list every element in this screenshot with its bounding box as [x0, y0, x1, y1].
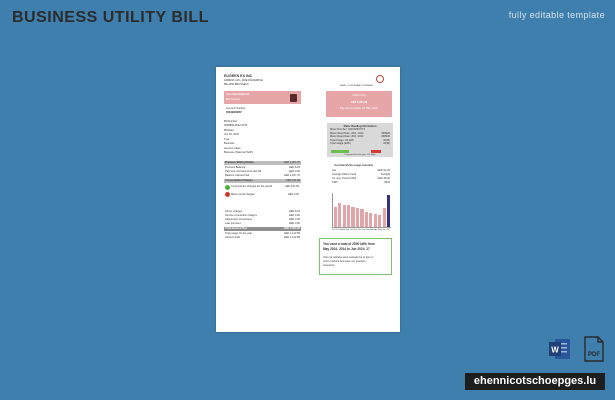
bill-document	[216, 67, 400, 332]
chart-bar	[360, 209, 363, 227]
prev-billing-header	[224, 161, 301, 165]
row-value: AED 22.30	[377, 169, 390, 172]
table-row	[224, 218, 301, 222]
table-row	[332, 177, 390, 181]
meter-reading-box	[327, 123, 393, 157]
account-box	[224, 91, 301, 104]
bill-date-label: Bill Date	[224, 129, 234, 132]
usage-text-1: Visit our website www.example.be to tips on	[323, 256, 374, 259]
table-row	[224, 232, 301, 236]
table-row	[327, 142, 393, 146]
chart-bar	[343, 205, 346, 227]
bill-number: 0098982-0012-0074	[224, 124, 248, 127]
usage-bar-green	[331, 150, 349, 153]
row-label: Previous Balance	[225, 166, 246, 169]
table-row	[224, 166, 301, 170]
row-value: 068900	[381, 135, 390, 138]
row-label: Total Usage: 09 kWh	[330, 138, 354, 142]
table-row	[332, 169, 390, 173]
leaf-icon	[225, 185, 230, 190]
type-value: Business	[224, 142, 235, 145]
total-box-due: Pay this by before Jul 25th, 2024	[340, 107, 378, 110]
logo-caption: HERE YOUR BRAND POWERED	[340, 85, 374, 87]
row-label: Total usage for the year	[225, 231, 253, 235]
table-row	[224, 170, 301, 174]
table-row	[231, 185, 299, 189]
row-value: AED 38.30	[377, 177, 390, 180]
apple-icon	[225, 192, 230, 197]
chart-bar	[374, 214, 377, 227]
row-value: AED 0.00	[288, 218, 300, 221]
home-icon	[290, 94, 297, 102]
brand-logo-icon	[376, 75, 384, 83]
chart-bar	[334, 207, 337, 227]
consumption-title: Consumption Charges	[225, 179, 253, 182]
total-to-pay-box	[326, 91, 392, 117]
account-class-label: Account Class	[224, 147, 241, 150]
prev-billing-amount: AED 1,207.70	[283, 161, 300, 164]
prev-billing-title: Previous Billing Details	[225, 161, 254, 164]
usage-chart	[332, 193, 391, 228]
table-row	[224, 214, 301, 218]
meter-title: Meter Reading Information	[343, 124, 377, 128]
chart-caption: Jul 24 Jul Aug Sep Oct Nov Dec Jan Feb Mar Apr May Jun 24	[332, 229, 389, 231]
word-icon[interactable]	[548, 337, 572, 361]
row-label: Adjustment Corrections	[225, 218, 252, 221]
row-label: Consumption charges for the period	[231, 185, 273, 188]
table-row	[231, 193, 299, 197]
chart-bar	[351, 207, 354, 227]
meter-footer: Compared to last year: 5% High	[344, 153, 376, 156]
row-value: AED 131.84	[285, 185, 299, 188]
company-name: EUGEEN EX INC	[224, 74, 253, 78]
table-row	[224, 236, 301, 240]
page-subtitle: fully editable template	[508, 10, 605, 20]
chart-bar	[383, 208, 386, 227]
page-title: BUSINESS UTILITY BILL	[12, 9, 209, 26]
row-label: KWh	[332, 181, 338, 184]
account-number: 00099823887	[226, 111, 242, 114]
usage-summary-box	[319, 238, 392, 275]
row-label: Total usage (kWh)	[330, 142, 351, 145]
row-label: Jan	[332, 169, 337, 172]
table-row	[332, 173, 390, 177]
row-value: AED 0.00	[287, 193, 299, 196]
row-value: 068920	[381, 131, 390, 135]
consumption-header	[224, 179, 301, 183]
chart-bar	[356, 208, 359, 227]
bill-number-label: Bill Number	[224, 120, 238, 123]
account-number-label: Account Number	[226, 107, 246, 110]
chart-bar	[369, 213, 372, 227]
row-label: Service connection charges	[225, 214, 257, 217]
table-row	[332, 181, 390, 185]
usage-title: You used a total of 2500 kWh from	[323, 242, 375, 246]
total-box-label: Total to Pay	[352, 94, 366, 97]
row-label: Late payment	[225, 222, 241, 225]
chart-bar	[387, 195, 390, 227]
overview-title: Your Electricity usage overview	[334, 164, 373, 167]
usage-bar-red	[371, 150, 381, 153]
row-label: Amount Paid	[225, 235, 240, 239]
row-value: AED 8.23	[288, 166, 300, 169]
chart-bar	[338, 203, 341, 227]
consumption-amount: AED 131.84	[286, 179, 300, 182]
chart-bar	[365, 212, 368, 227]
account-box-sub: Box Number	[226, 97, 241, 101]
row-value: AED 1,284.39	[283, 227, 300, 230]
row-label: Balance Carried Fwd	[225, 174, 250, 177]
usage-text-2: how to reduce and save our precious	[323, 260, 366, 263]
usage-text-3: resources.	[323, 264, 336, 267]
row-label: Meter Number: 403CD9F0773	[330, 128, 365, 131]
row-label: Payment received since last bill	[225, 170, 262, 173]
table-row	[224, 210, 301, 214]
row-value: 20(M)	[383, 142, 390, 145]
table-row	[224, 222, 301, 226]
type-label: Type	[224, 138, 230, 141]
watermark: ehennicotschoepges.lu	[465, 373, 605, 390]
row-label: Total Amount Due	[225, 227, 248, 230]
row-label: Meter rental charges	[231, 193, 255, 196]
account-box-label: Your Electricity bill	[226, 93, 250, 96]
pdf-icon[interactable]	[583, 336, 605, 362]
total-box-amount: AED 1,284.39	[350, 100, 368, 104]
company-address-2: BE-1000 BRUSSELS	[224, 82, 249, 86]
row-label: Vs. Avg. Period 2023	[332, 177, 357, 180]
row-value: 0934	[384, 181, 390, 184]
pdf-label: PDF	[588, 352, 600, 358]
row-value: 20(M)	[383, 138, 390, 142]
total-row	[224, 227, 301, 231]
chart-bar	[378, 215, 381, 227]
row-value: AED 1,142.83	[283, 231, 300, 235]
row-value: AED 3.00	[288, 222, 300, 225]
company-address-1: ADRESS 123 • RUE D'EXEMPLE	[224, 79, 263, 82]
row-value: AED 1,142.83	[283, 235, 300, 239]
row-value: AED 0.00	[288, 214, 300, 217]
row-value: AED 8.23	[288, 210, 300, 213]
account-class-value: Business (National Tariff)	[224, 151, 253, 154]
svg-text:W: W	[551, 345, 559, 355]
row-label: Average kWh's Used	[332, 173, 357, 176]
row-label: Meter Read Date: 20th, 2024	[330, 131, 364, 135]
row-label: Meter Read Date: 20th, 2024	[330, 135, 364, 138]
table-row	[224, 174, 301, 178]
chart-bar	[347, 205, 350, 227]
row-value: AED 1,207.70	[283, 174, 300, 177]
usage-sub: May 2024, 2014 to Jun 2024, 17	[323, 247, 370, 251]
row-value: Sunlight	[380, 173, 390, 176]
bill-date: Jun 26, 2024	[224, 133, 239, 136]
row-label: Admin charges	[225, 210, 243, 213]
row-value: AED 0.00	[288, 170, 300, 173]
